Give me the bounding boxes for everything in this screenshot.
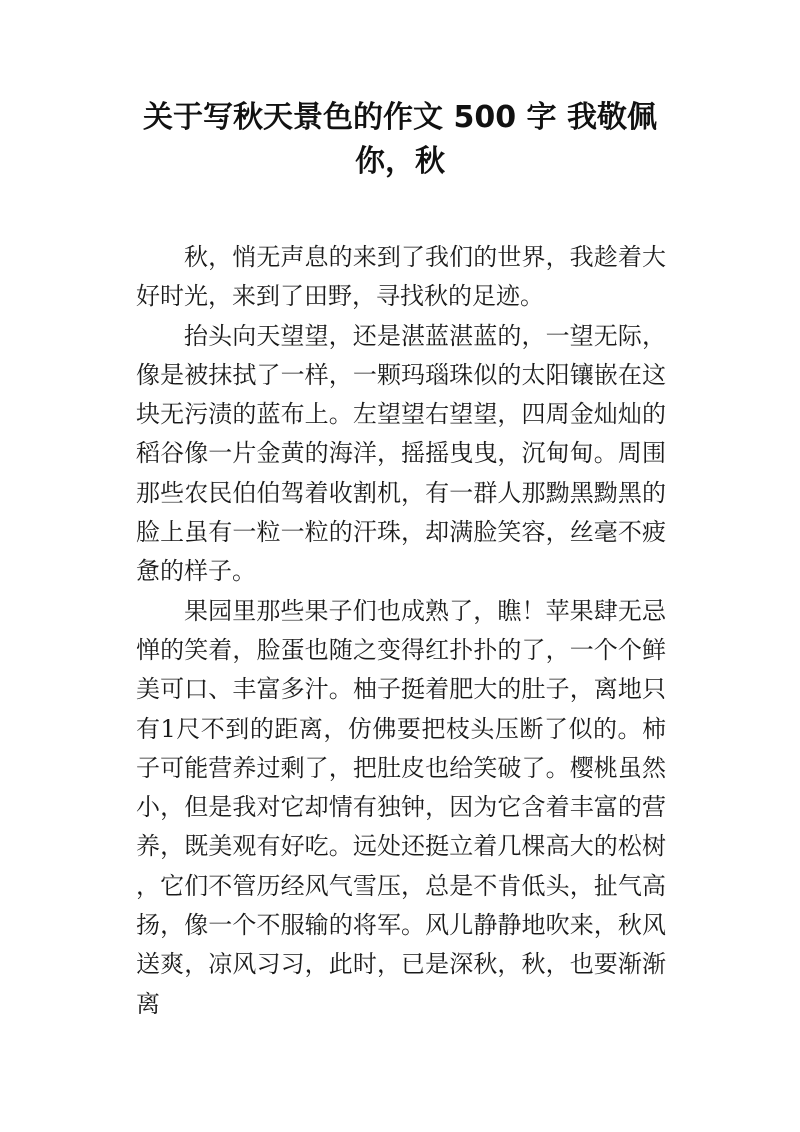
document-title [120, 96, 680, 184]
title-line-1: 关于写秋天景色的作文 500 字 我敬佩 [143, 100, 657, 135]
paragraph-2: 抬头向天望望，还是湛蓝湛蓝的，一望无际，像是被抹拭了一样，一颗玛瑙珠似的太阳镶嵌在这块无污渍的蓝布上。左望望右望望，四周金灿灿的稻谷像一片金黄的海洋，摇摇曳曳，沉甸甸。周围那些农民伯伯驾着收割机，有一群人那黝黑黝黑的脸上虽有一粒一粒的汗珠，却满脸笑容，丝毫不疲惫的样子。 [136, 321, 666, 586]
paragraph-1: 秋，悄无声息的来到了我们的世界，我趁着大好时光，来到了田野，寻找秋的足迹。 [136, 243, 666, 311]
title-line-2: 你，秋 [355, 144, 445, 179]
document-body [136, 238, 666, 1024]
paragraph-3: 果园里那些果子们也成熟了，瞧！苹果肆无忌惮的笑着，脸蛋也随之变得红扑扑的了，一个个鲜美可口、丰富多汁。柚子挺着肥大的肚子，离地只有1尺不到的距离，仿佛要把枝头压断了似的。柿子可能营养过剩了，把肚皮也给笑破了。樱桃虽然小，但是我对它却情有独钟，因为它含着丰富的营养，既美观有好吃。远处还挺立着几棵高大的松树，它们不管历经风气雪压，总是不肯低头，扯气高扬，像一个不服输的将军。风儿静静地吹来，秋风送爽，凉风习习，此时，已是深秋，秋，也要渐渐离 [136, 596, 666, 1018]
